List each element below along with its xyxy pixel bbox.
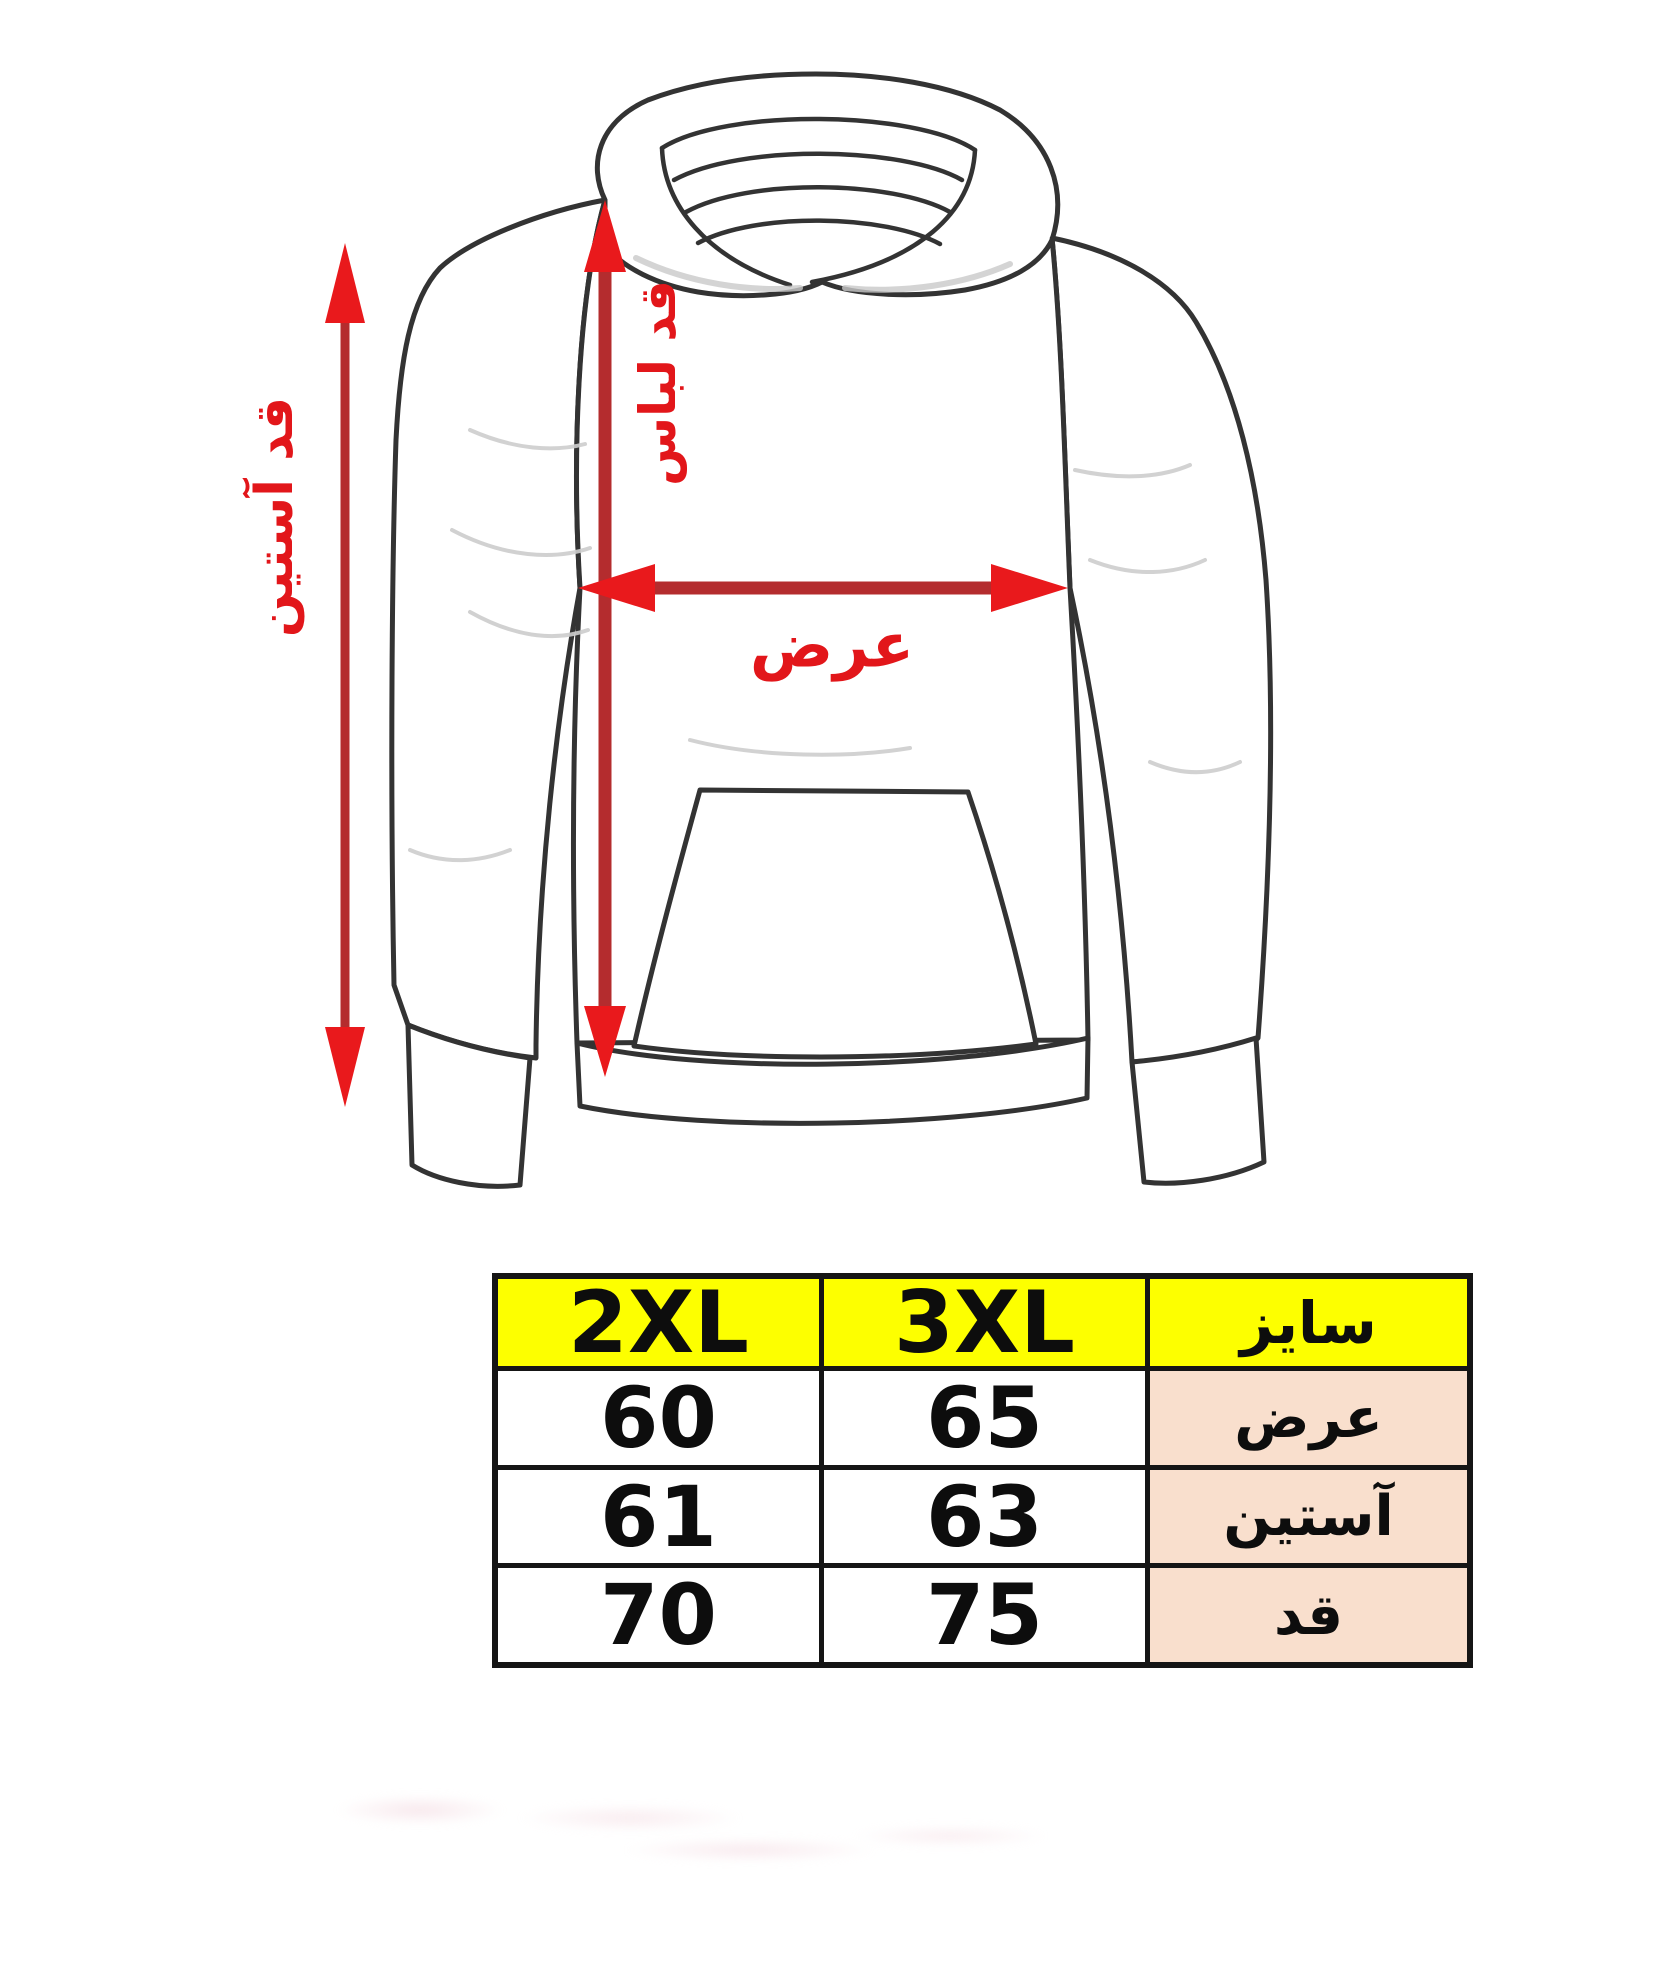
length-value-3xl: 75 (824, 1568, 1150, 1662)
sleeve-value-2xl: 61 (498, 1470, 824, 1568)
sleeve-length-arrowhead-up (325, 243, 365, 323)
length-value-2xl: 70 (498, 1568, 824, 1662)
sleeve-length-arrowhead-down (325, 1027, 365, 1107)
width-value-2xl: 60 (498, 1371, 824, 1470)
size-table-header-2xl: 2XL (498, 1279, 824, 1371)
sleeve-value-3xl: 63 (824, 1470, 1150, 1568)
length-row-label: قد (1150, 1568, 1467, 1662)
size-table (492, 1273, 1473, 1668)
width-value-3xl: 65 (824, 1371, 1150, 1470)
width-row-label: عرض (1150, 1371, 1467, 1470)
watermark-smudge (330, 1788, 1090, 1873)
garment-length-label: قد لباس (629, 280, 687, 486)
width-label: عرض (749, 608, 915, 682)
hoodie-right-cuff (1132, 1038, 1264, 1183)
size-table-header-3xl: 3XL (824, 1279, 1150, 1371)
size-table-header-size: سایز (1150, 1279, 1467, 1371)
sleeve-length-label: قد آستین (245, 396, 305, 638)
sleeve-row-label: آستین (1150, 1470, 1467, 1568)
hoodie-hood (597, 74, 1057, 296)
hoodie-pocket (634, 790, 1036, 1057)
